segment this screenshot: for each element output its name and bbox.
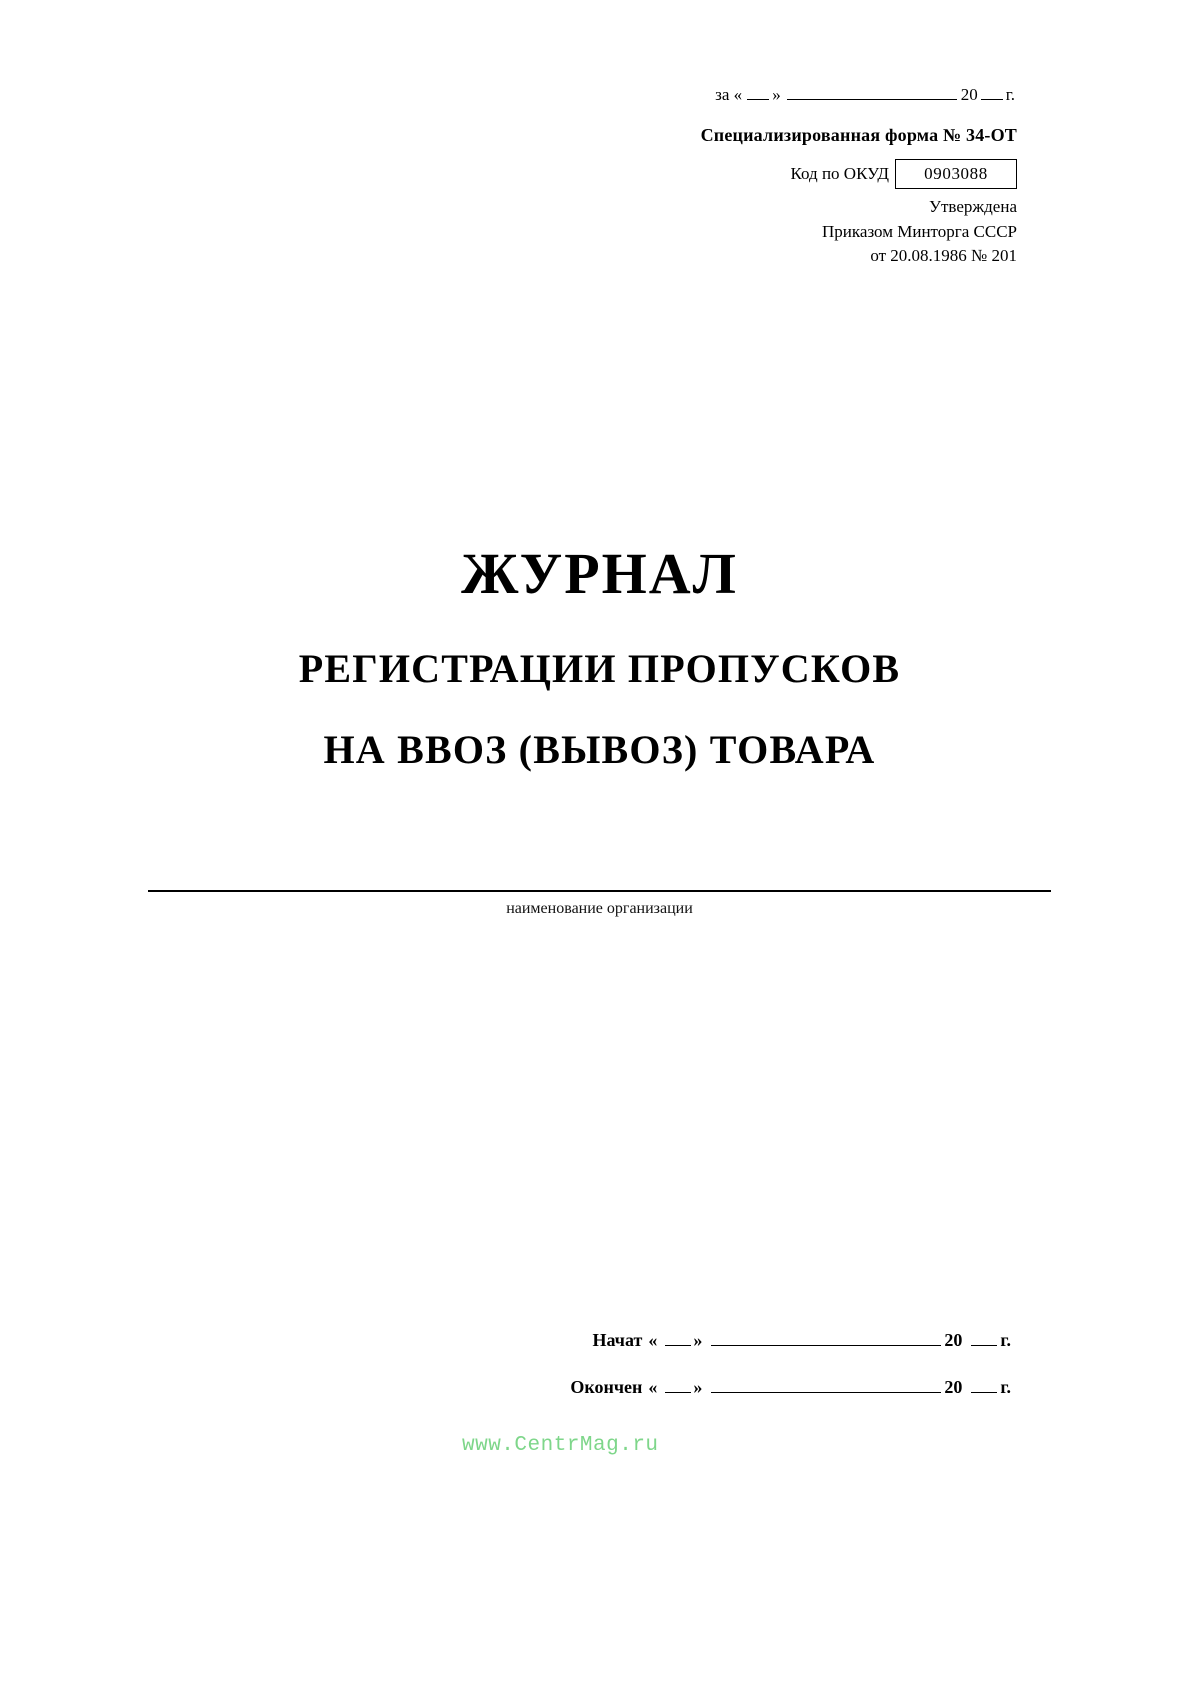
started-year-suffix: г. [1000, 1330, 1011, 1350]
finished-label: Окончен [570, 1377, 643, 1397]
approval-line-1: Утверждена [928, 197, 1017, 216]
finished-year-blank [971, 1378, 997, 1393]
page-title: ЖУРНАЛ [461, 541, 738, 606]
organization-name-blank [148, 890, 1051, 892]
finished-quote-open: « [648, 1377, 658, 1397]
finished-month-blank [711, 1378, 941, 1393]
site-watermark: www.CentrMag.ru [462, 1434, 659, 1457]
period-year-suffix: г. [1005, 85, 1015, 104]
approval-line-2: Приказом Минторга СССР [822, 221, 1017, 241]
page-subtitle-2: НА ВВОЗ (ВЫВОЗ) ТОВАРА [323, 727, 876, 772]
started-day-blank [665, 1331, 691, 1346]
document-title-block [0, 540, 1199, 773]
period-year-label: 20 [960, 85, 978, 104]
finished-day-blank [665, 1378, 691, 1393]
started-label: Начат [592, 1330, 643, 1350]
period-day-blank [747, 86, 769, 100]
started-year-label: 20 [944, 1330, 963, 1350]
organization-caption: наименование организации [506, 900, 693, 917]
started-year-blank [971, 1331, 997, 1346]
started-line [497, 1330, 1017, 1351]
period-prefix: за « [715, 85, 743, 104]
started-quote-open: « [648, 1330, 658, 1350]
okud-row [597, 159, 1017, 190]
approval-block [597, 195, 1017, 269]
period-line [597, 82, 1017, 108]
form-name: Специализированная форма № 34-ОТ [700, 124, 1017, 145]
finished-line [497, 1377, 1017, 1398]
period-year-blank [981, 86, 1003, 100]
okud-code-box: 0903088 [895, 159, 1017, 190]
approval-line-3: от 20.08.1986 № 201 [870, 246, 1017, 266]
started-quote-close: » [693, 1330, 703, 1350]
period-month-blank [787, 86, 957, 100]
finished-year-label: 20 [944, 1377, 963, 1397]
finished-year-suffix: г. [1000, 1377, 1011, 1397]
started-month-blank [711, 1331, 941, 1346]
organization-field [148, 890, 1051, 918]
period-quote-close: » [772, 85, 781, 104]
form-header-block [597, 82, 1017, 269]
page-subtitle-1: РЕГИСТРАЦИИ ПРОПУСКОВ [298, 646, 901, 691]
footer-dates-block [497, 1330, 1017, 1424]
okud-label: Код по ОКУД [790, 164, 889, 183]
finished-quote-close: » [693, 1377, 703, 1397]
